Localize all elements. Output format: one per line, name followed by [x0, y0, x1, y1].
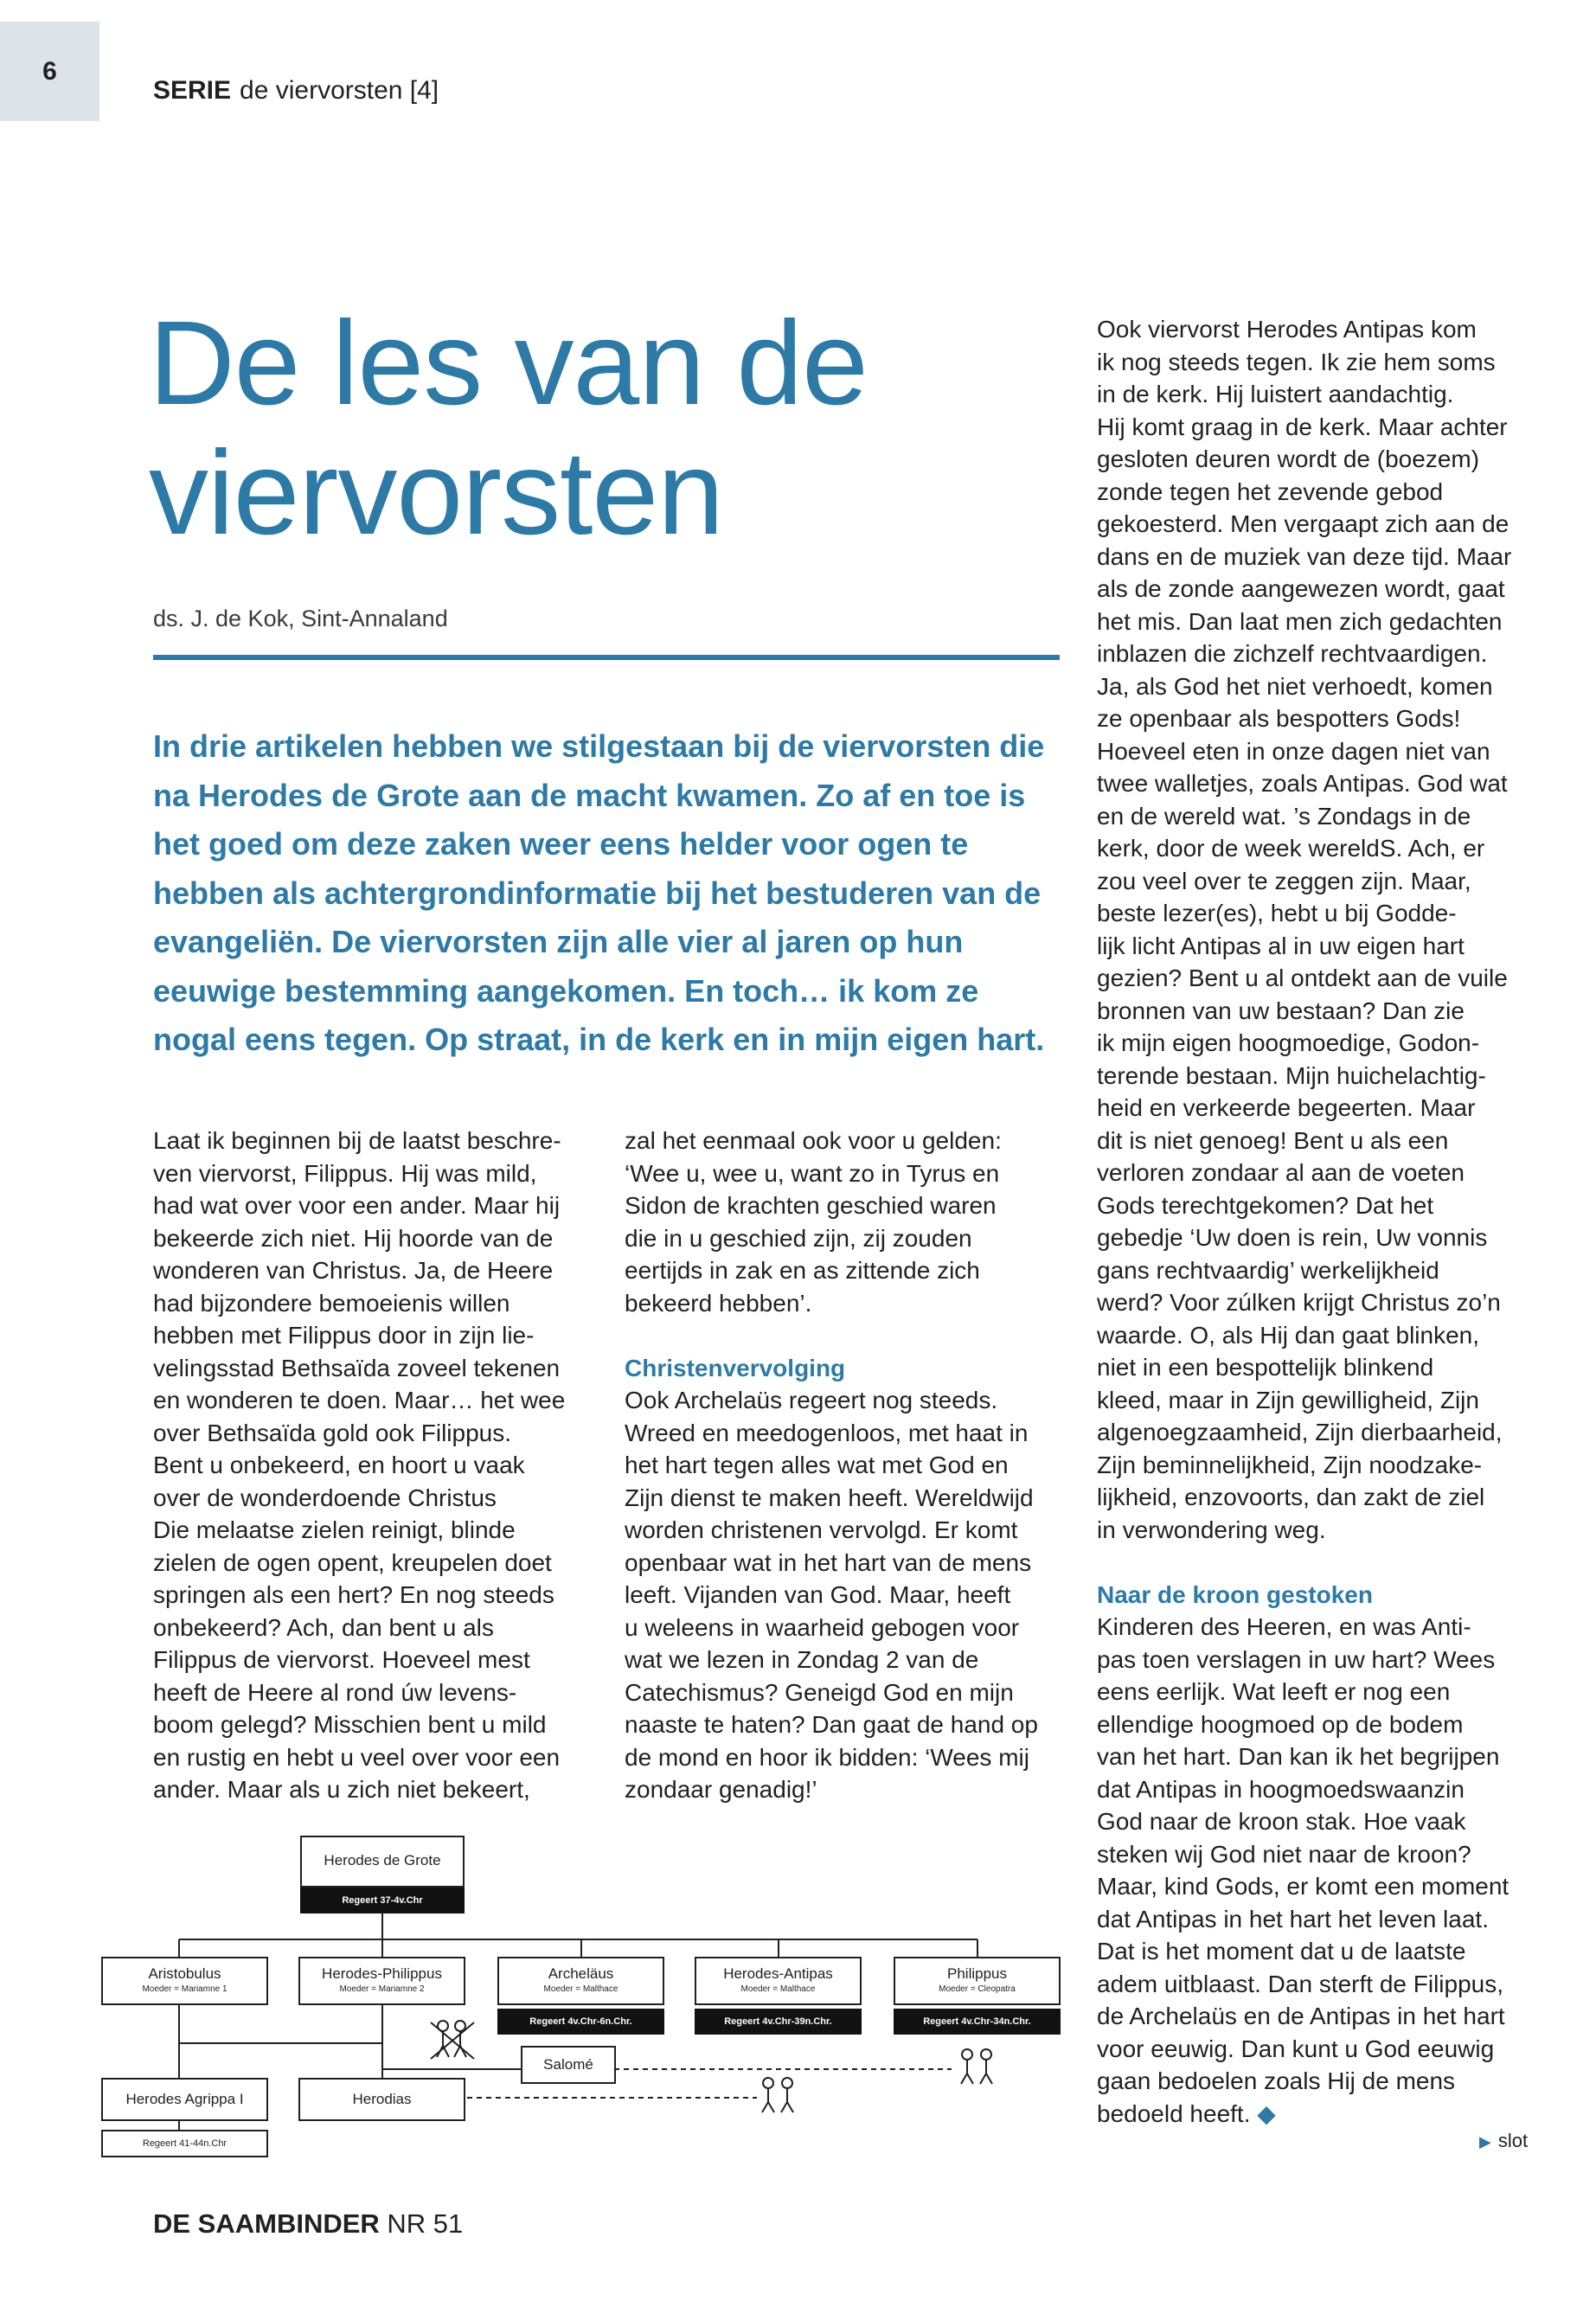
article-author: ds. J. de Kok, Sint-Annaland — [153, 606, 448, 631]
article-lead: In drie artikelen hebben we stilgestaan bij de viervorsten die na Herodes de Grote aan de macht kwamen. Zo af en toe is het goed om deze zaken weer eens helder voor ogen te hebben als achtergrondinformatie bij het bestuderen van de evangeliën. De viervorsten zijn alle vier al jaren op hun eeuwige bestemming aangekomen. En toch… ik kom ze nogal eens tegen. Op straat, in de kerk en in mijn eigen hart. — [153, 728, 1045, 1057]
tree-node-salome: Salomé — [521, 2046, 616, 2084]
body-column-3-intro: Ook viervorst Herodes Antipas kom ik nog steeds tegen. Ik zie hem soms in de kerk. Hij luistert aandachtig. Hij komt graag in de kerk. Maar achter gesloten deuren wordt de (boezem) zonde tegen het zevende gebod gekoesterd. Men vergaapt zich aan de dans en de muziek van deze tijd. Maar als de zonde aangewezen wordt, gaat het mis. Dan laat men zich gedachten inblazen die zichzelf rechtvaardigen. Ja, als God het niet verhoedt, komen ze openbaar als bespotters Gods! Hoeveel eten in onze dagen niet van twee walletjes, zoals Antipas. God wat en de wereld wat. ’s Zondags in de kerk, door de week wereldS. Ach, er zou veel over te zeggen zijn. Maar, beste lezer(es), hebt u bij Godde- lijk licht Antipas al in uw eigen hart gezien? Bent u al ontdekt aan de vuile bronnen van uw bestaan? Dan zie ik mijn eigen hoogmoedige, Godon- terende bestaan. Mijn huichelachtig- heid en verkeerde begeerten. Maar dit is niet genoeg! Bent u als een verloren zondaar al aan de voeten Gods terechtgekomen? Dat het gebedje ‘Uw doen is rein, Uw vonnis gans rechtvaardig’ werkelijkheid werd? Voor zúlken krijgt Christus zo’n waarde. O, als Hij dan gaat blinken, niet in een bespottelijk blinkend kleed, maar in Zijn gewilligheid, Zijn algenoegzaamheid, Zijn dierbaarheid, Zijn beminnelijkheid, Zijn noodzake- lijkheid, enzovoorts, dan zakt de ziel in verwondering weg. — [1097, 316, 1512, 1543]
page-number: 6 — [0, 22, 99, 121]
couple-figures-herodes-philippus — [431, 2021, 474, 2059]
article-title: De les van de viervorsten — [149, 297, 868, 560]
slot-text: slot — [1497, 2130, 1529, 2151]
tree-reign-herodes-agrippa: Regeert 41-44n.Chr — [101, 2130, 268, 2157]
subheading-christenvervolging: Christenvervolging — [625, 1354, 846, 1381]
footer-publication — [153, 2208, 463, 2240]
tree-reign-herodes-de-grote: Regeert 37-4v.Chr — [300, 1888, 465, 1913]
tree-node-archelaus: Archeläus Moeder = Malthace — [497, 1957, 664, 2005]
tree-node-herodes-de-grote: Herodes de Grote — [300, 1836, 465, 1888]
body-column-2-main: Ook Archelaüs regeert nog steeds. Wreed en meedogenloos, met haat in het hart tegen alles wat met God en Zijn dienst te maken heeft. Wereldwijd worden christenen vervolgd. Er komt openbaar wat in het hart van de mens leeft. Vijanden van God. Maar, heeft u weleens in waarheid gebogen voor wat we lezen in Zondag 2 van de Catechismus? Geneigd God en mijn naaste te haten? Dan gaat de hand op de mond en hoor ik bidden: ‘Wees mij zondaar genadig!’ — [625, 1387, 1038, 1803]
tree-node-herodes-antipas: Herodes-Antipas Moeder = Malthace — [695, 1957, 862, 2005]
subheading-naar-de-kroon: Naar de kroon gestoken — [1097, 1580, 1373, 1608]
couple-figures-philippus — [961, 2049, 992, 2084]
tree-reign-herodes-antipas: Regeert 4v.Chr-39n.Chr. — [695, 2009, 862, 2035]
tree-reign-archelaus: Regeert 4v.Chr-6n.Chr. — [497, 2009, 664, 2035]
body-column-2-intro: zal het eenmaal ook voor u gelden: ‘Wee u, wee u, want zo in Tyrus en Sidon de krachten geschied waren die in u geschied zijn, zij zouden eertijds in zak en as zittende zich bekeerd hebben’. — [625, 1127, 1002, 1317]
tree-node-aristobulus: Aristobulus Moeder = Mariamne 1 — [101, 1957, 268, 2005]
tree-reign-philippus: Regeert 4v.Chr-34n.Chr. — [894, 2009, 1061, 2035]
issue-number: NR 51 — [387, 2208, 464, 2239]
couple-figures-antipas — [762, 2078, 793, 2112]
body-column-1: Laat ik beginnen bij de laatst beschre- ven viervorst, Filippus. Hij was mild, had wat over voor een ander. Maar hij bekeerde zich niet. Hij hoorde van de wonderen van Christus. Ja, de Heere had bijzondere bemoeienis willen hebben met Filippus door in zijn lie- velingsstad Bethsaïda zoveel tekenen en wonderen te doen. Maar… het wee over Bethsaïda gold ook Filippus. Bent u onbekeerd, en hoort u vaak over de wonderdoende Christus Die melaatse zielen reinigt, blinde zielen de ogen opent, kreupelen doet springen als een hert? En nog steeds onbekeerd? Ach, dan bent u als Filippus de viervorst. Hoeveel mest heeft de Heere al rond úw levens- boom gelegd? Misschien bent u mild en rustig en hebt u veel over voor een ander. Maar als u zich niet bekeert, — [153, 1127, 566, 1803]
tree-node-herodias: Herodias — [298, 2078, 465, 2121]
triangle-right-icon: ▶ — [1479, 2133, 1491, 2150]
tree-node-herodes-agrippa: Herodes Agrippa I — [101, 2078, 268, 2121]
tree-node-herodes-philippus: Herodes-Philippus Moeder = Mariamne 2 — [298, 1957, 465, 2005]
body-column-3-main: Kinderen des Heeren, en was Anti- pas toen verslagen in uw hart? Wees eens eerlijk. Wat leeft er nog een ellendige hoogmoed op de bodem van het hart. Dan kan ik het begrijpen dat Antipas in hoogmoedswaanzin God naar de kroon stak. Hoe vaak steken wij God niet naar de kroon? Maar, kind Gods, er komt een moment dat Antipas in het hart het leven laat. Dat is het moment dat u de laatste adem uitblaast. Dan sterft de Filippus, de Archelaüs en de Antipas in het hart voor eeuwig. Dan kunt u God eeuwig gaan bedoelen zoals Hij de mens bedoeld heeft. — [1097, 1613, 1509, 2127]
tree-node-philippus: Philippus Moeder = Cleopatra — [894, 1957, 1061, 2005]
series-title: de viervorsten [4] — [240, 76, 439, 105]
end-mark-icon: ◆ — [1257, 2099, 1276, 2127]
series-label: SERIE — [153, 76, 232, 105]
publication-name: DE SAAMBINDER — [153, 2208, 380, 2239]
